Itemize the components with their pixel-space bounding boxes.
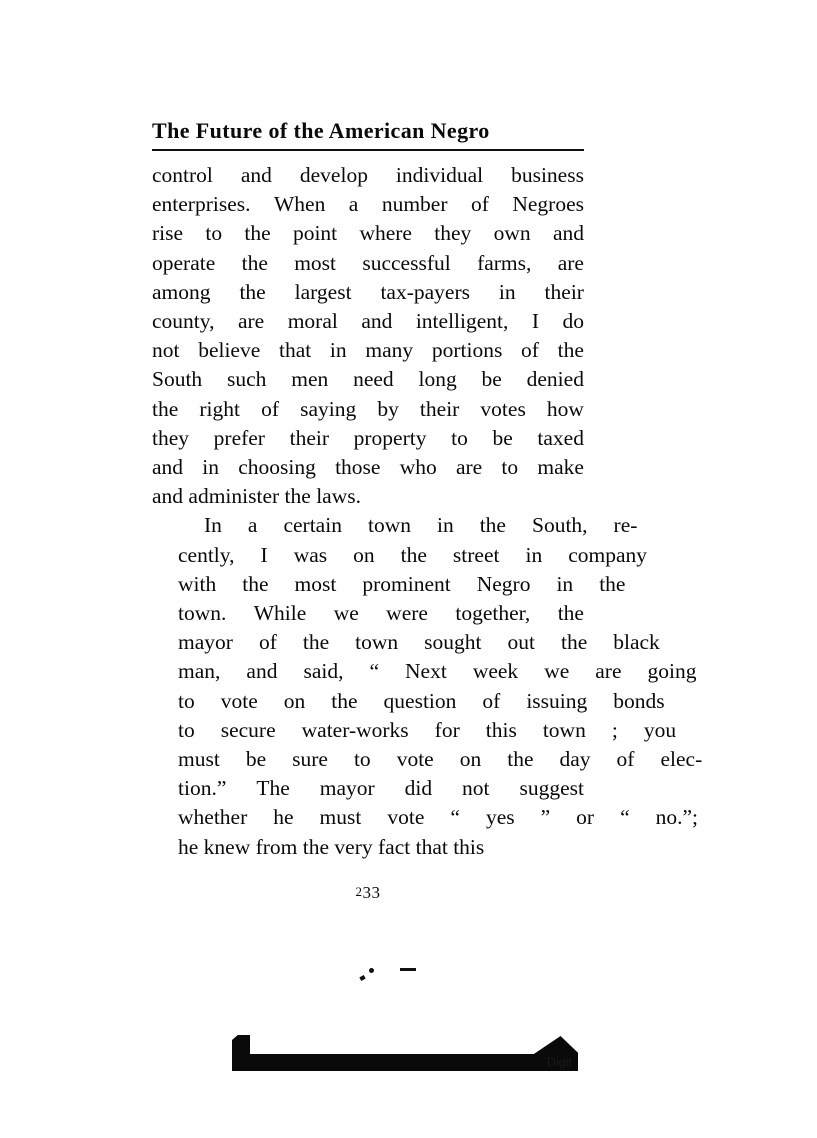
text-line: cently, I was on the street in company [178, 542, 648, 567]
text-line: the right of saying by their votes how [152, 396, 584, 421]
text-line: rise to the point where they own and [152, 221, 584, 246]
text-line: enterprises. When a number of Negroes [152, 192, 584, 217]
text-line: he knew from the very fact that this [178, 834, 485, 859]
text-line: among the largest tax-payers in their [152, 279, 584, 304]
text-line: and in choosing those who are to make [152, 455, 584, 480]
scan-bar-body-icon [250, 1054, 540, 1071]
text-line: town. While we were together, the [178, 601, 584, 626]
scan-edge-artifact [232, 1035, 577, 1071]
page-number [152, 883, 584, 903]
text-line: In a certain town in the South, re- [204, 513, 638, 538]
body-copy [152, 161, 703, 862]
text-line: not believe that in many portions of the [152, 338, 584, 363]
text-line: control and develop individual business [152, 163, 584, 187]
text-line: and administer the laws. [152, 484, 361, 509]
running-head: The Future of the American Negro [152, 118, 490, 143]
paragraph [152, 161, 584, 511]
text-line: to vote on the question of issuing bonds [178, 688, 665, 713]
page-text-block [152, 118, 703, 862]
scan-speck-icon [360, 966, 380, 982]
text-line: tion.” The mayor did not suggest [178, 776, 584, 801]
text-line: with the most prominent Negro in the [178, 571, 626, 596]
text-line: man, and said, “ Next week we are going [178, 659, 697, 684]
header-rule [152, 149, 584, 151]
scan-bar-label: Digit [547, 1055, 573, 1069]
text-line: to secure water-works for this town ; you [178, 717, 677, 742]
paragraph [152, 511, 703, 861]
text-line: operate the most successful farms, are [152, 250, 584, 275]
scan-bar-left-icon [232, 1035, 250, 1071]
scan-dash-icon [400, 968, 416, 971]
folio-rest-digits: 33 [362, 883, 381, 902]
folio-lead-digit: 2 [355, 884, 363, 899]
text-line: they prefer their property to be taxed [152, 425, 584, 450]
text-line: mayor of the town sought out the black [178, 630, 660, 655]
text-line: South such men need long be denied [152, 367, 584, 392]
text-line: county, are moral and intelligent, I do [152, 309, 584, 334]
text-line: must be sure to vote on the day of elec- [178, 747, 703, 772]
text-line: whether he must vote “ yes ” or “ no.”; [178, 805, 699, 830]
